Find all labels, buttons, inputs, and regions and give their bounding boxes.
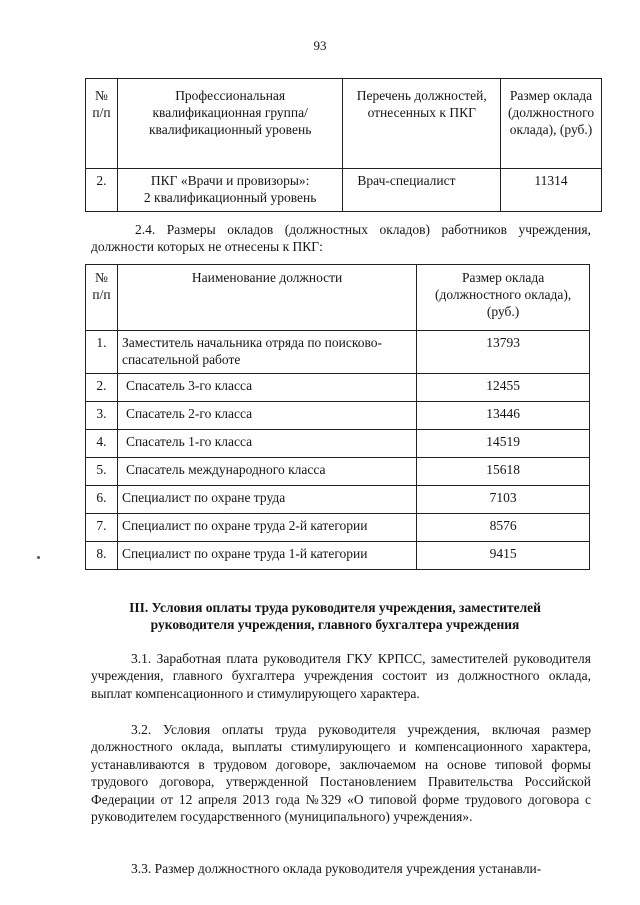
paragraph-2-4: 2.4. Размеры окладов (должностных окладов) работников учреждения, должности которых не отнесены к ПКГ: xyxy=(91,222,591,255)
row-position-name: Спасатель 3-го класса xyxy=(117,374,416,402)
column-header-group: Профессиональная квалификационная группа/ квалификационный уровень xyxy=(117,79,343,169)
table-row xyxy=(86,486,590,514)
row-salary: 8576 xyxy=(417,514,590,542)
row-salary: 15618 xyxy=(417,458,590,486)
row-salary: 9415 xyxy=(417,542,590,570)
row-number: 6. xyxy=(86,486,118,514)
table-row xyxy=(86,542,590,570)
row-salary: 11314 xyxy=(501,169,602,212)
row-position-name: Заместитель начальника отряда по поисково-спасательной работе xyxy=(117,331,416,374)
table-row xyxy=(86,374,590,402)
table-row xyxy=(86,458,590,486)
row-position-name: Специалист по охране труда 1-й категории xyxy=(117,542,416,570)
table-header-row xyxy=(86,79,602,169)
row-position-name: Спасатель 1-го класса xyxy=(117,430,416,458)
row-number: 4. xyxy=(86,430,118,458)
page-number: 93 xyxy=(313,38,327,53)
row-group: ПКГ «Врачи и провизоры»: 2 квалификационный уровень xyxy=(117,169,343,212)
column-header-salary: Размер оклада (должностного оклада), (руб.) xyxy=(417,265,590,331)
row-number: 1. xyxy=(86,331,118,374)
row-number: 3. xyxy=(86,402,118,430)
table-row xyxy=(86,331,590,374)
row-salary: 13446 xyxy=(417,402,590,430)
table-row xyxy=(86,430,590,458)
row-number: 8. xyxy=(86,542,118,570)
column-header-number: № п/п xyxy=(86,79,118,169)
row-position-name: Спасатель международного класса xyxy=(117,458,416,486)
column-header-positions: Перечень должностей, отнесенных к ПКГ xyxy=(343,79,501,169)
table-row xyxy=(86,169,602,212)
row-positions: Врач-специалист xyxy=(343,169,501,212)
table-header-row xyxy=(86,265,590,331)
section-3-heading: III. Условия оплаты труда руководителя учреждения, заместителей руководителя учреждения, главного бухгалтера учреждения xyxy=(129,600,541,632)
positions-salary-table xyxy=(85,264,590,570)
row-number: 2. xyxy=(86,374,118,402)
row-salary: 14519 xyxy=(417,430,590,458)
row-salary: 12455 xyxy=(417,374,590,402)
margin-dot xyxy=(37,556,40,559)
table-row xyxy=(86,514,590,542)
column-header-number: № п/п xyxy=(86,265,118,331)
paragraph-3-1: 3.1. Заработная плата руководителя ГКУ КРПСС, заместителей руководителя учреждения, главного бухгалтера учреждения состоит из должностного оклада, выплат компенсационного и стимулирующего характера. xyxy=(91,651,591,701)
row-number: 7. xyxy=(86,514,118,542)
professional-groups-table xyxy=(85,78,602,212)
row-number: 2. xyxy=(86,169,118,212)
table-row xyxy=(86,402,590,430)
paragraph-3-2: 3.2. Условия оплаты труда руководителя учреждения, включая размер должностного оклада, выплаты стимулирующего и компенсационного характера, устанавливаются в трудовом договоре, заключаемом на основе типовой формы трудового договора, утвержденной Постановлением Правительства Российской Федерации от 12 апреля 2013 года №329 «О типовой форме трудового договора с руководителем государственного (муниципального) учреждения». xyxy=(91,722,591,825)
row-number: 5. xyxy=(86,458,118,486)
row-salary: 13793 xyxy=(417,331,590,374)
row-position-name: Спасатель 2-го класса xyxy=(117,402,416,430)
row-position-name: Специалист по охране труда 2-й категории xyxy=(117,514,416,542)
paragraph-3-3: 3.3. Размер должностного оклада руководителя учреждения устанавли- xyxy=(131,861,542,876)
column-header-salary: Размер оклада (должностного оклада), (руб.) xyxy=(501,79,602,169)
column-header-position-name: Наименование должности xyxy=(117,265,416,331)
row-salary: 7103 xyxy=(417,486,590,514)
row-position-name: Специалист по охране труда xyxy=(117,486,416,514)
